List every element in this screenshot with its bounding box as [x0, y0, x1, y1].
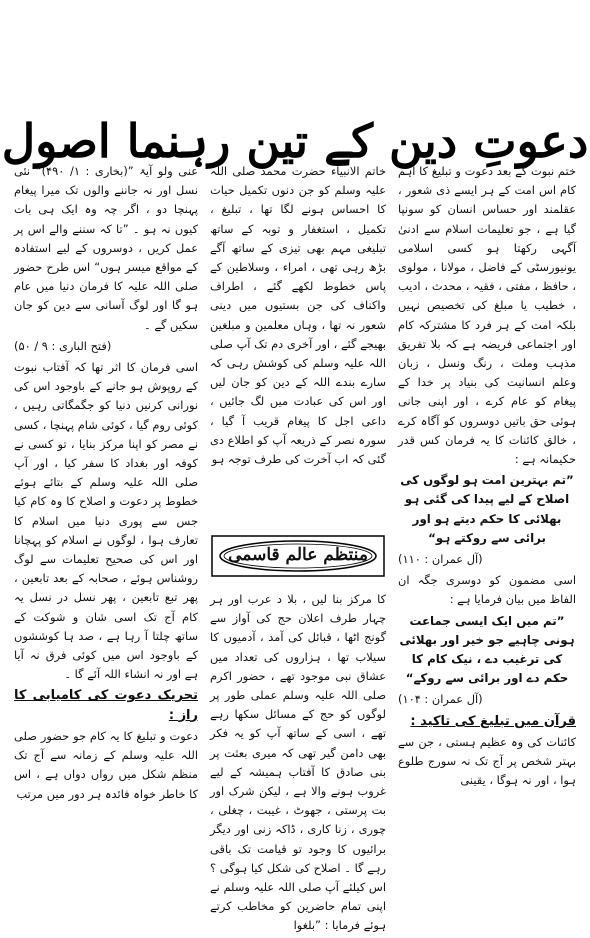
column-right: [398, 162, 576, 800]
paragraph: عنی ولو آیۃ ”(بخاری : ۱/ ۴۹۰)“ نئی نسل اور نہ جاننے والوں تک میرا پیغام پہنچا دو ، اگر چہ وہ ایک ہی بات کیوں نہ ہو ۔ ”تا کہ سننے والے اس پر عمل کریں ، دوسروں کے لیے استفادہ کے مواقع میسر ہوں“ اس طرح حضور صلی اللہ علیہ کا فرمان دنیا میں عام ہو گا اور لوگ آسانی سے دین کو جان سکیں گے ۔: [14, 164, 198, 332]
paragraph: دعوت و تبلیغ کا یہ کام جو حضور صلی اللہ علیہ وسلم کے زمانہ سے آج تک منظم شکل میں رواں دواں ہے ، اس کا خاطر خواہ فائدہ ہر دور میں مرتب: [14, 728, 198, 801]
verse-citation: (آل عمران : ۱۰۴): [398, 692, 483, 707]
quran-verse: ”تم بہترین امت ہو لوگوں کی اصلاح کے لیے پیدا کی گئی ہو بھلائی کا حکم دیتے ہو اور برائی سے روکتے ہو“: [400, 473, 574, 545]
byline-box: [210, 534, 386, 578]
paragraph: کائنات کی وہ عظیم ہستی ، جن سے بہتر شخص پر آج تک نہ سورج طلوع ہوا ، اور نہ ہوگا ، یقینی: [398, 734, 576, 788]
section-heading: تحریک دعوت کی کامیابی کا راز :: [14, 688, 198, 723]
paragraph: ختم نبوت کے بعد دعوت و تبلیغ کا اہم کام اس امت کے ہر ایسے ذی شعور ، عقلمند اور حساس انسان کو سونپا گیا ہے ، جو تعلیمات اسلام سے ادنیٰ آگہی رکھتا ہو کسی اسلامی یونیورسٹی کے فاضل ، مولانا ، مولوی ، حافظ ، مفتی ، فقیہ ، محدث ، ادیب ، خطیب یا مبلغ کی تخصیص نہیں بلکہ امت کے ہر فرد کا مشترکہ کام اور اجتماعی فریضہ ہے کہ بلا تفریق مذہب وملت ، رنگ ونسل ، زبان وعلم انسانیت کی بنیاد پر خدا کے پیغام کو عام کرے ، اور اپنی جانی ہوئی حق باتیں دوسروں کو آگاہ کرے ، خالق کائنات کا یہ فرمان کس قدر حکیمانہ ہے :: [398, 164, 576, 467]
paragraph: خاتم الانبیاء حضرت محمد صلی اللہ علیہ وسلم کو جن دنوں تکمیل حیات کا احساس ہونے لگا تھا ، تبلیغ ، تکمیل ، استغفار و توبہ کے ساتھ تبلیغی مہم بھی تیزی کے ساتھ آگے بڑھ رہی تھی ، امراء ، وسلاطین کے پاس خطوط لکھے گئے ، اطراف واکناف کی جن بستیوں میں دینی شعور نہ تھا ، وہاں معلمین و مبلغین بھیجے گئے ، اور آخری دم تک آپ صلی اللہ علیہ وسلم کی کوشش رہی کہ سارے بندے اللہ کے دین کو جان لیں اور اس کی عبادت میں لگ جائیں ، داعی اجل کا پیغام قریب آ گیا ، سورہ نصر کے ذریعہ آپ کو اطلاع دی گئی کہ اب آخرت کی طرف توجہ ہو: [210, 164, 386, 467]
article-title: دعوتِ دین کے تین رہنما اصول: [1, 113, 589, 168]
column-middle: [210, 162, 386, 933]
column-middle-continued: [210, 590, 386, 938]
column-left: [14, 162, 198, 800]
section-heading: قرآن میں تبلیغ کی تاکید :: [410, 713, 576, 729]
verse-citation: (آل عمران : ۱۱۰): [398, 552, 483, 567]
paragraph: اسی مضمون کو دوسری جگہ ان الفاظ میں بیان فرمایا ہے :: [398, 573, 576, 607]
author-name: منتظم عالم قاسمی: [228, 545, 368, 566]
reference-citation: (فتح الباری : ۹ / ۵۰): [14, 338, 112, 353]
paragraph: اسی فرمان کا اثر تھا کہ آفتاب نبوت کے روپوش ہو جانے کے باوجود اس کی نورانی کرنیں دنیا کو جگمگاتی رہیں ، کوئی روم گیا ، کوئی شام پہنچا ، کسی نے مصر کو اپنا مرکز بنایا ، تو کسی نے کوفہ اور بغداد کا سفر کیا ، اور آپ صلی اللہ علیہ وسلم کے بتائے ہوئے خطوط پر دعوت و اصلاح کا وہ کام کیا جس سے پوری دنیا میں اسلام کا تعارف ہوا ، لوگوں نے اسلام کو پہچانا اور اس کی صحیح تعلیمات سے لوگ روشناس ہوئے ، صحابہ کے بعد تابعین ، پھر تبع تابعین ، پھر نسل در نسل یہ کام آج تک اسی شان و شوکت کے ساتھ چلتا آ رہا ہے ، صد ہا کوششوں کے باوجود اس میں کوئی فرق نہ آیا ہے اور نہ انشاء اللہ آئے گا ۔: [14, 360, 198, 682]
quran-verse: ”تم میں ایک ایسی جماعت ہونی چاہیے جو خیر اور بھلائی کی ترغیب دے ، نیک کام کا حکم دے اور برائی سے روکے“: [399, 613, 575, 686]
paragraph: کا مرکز بنا لیں ، بلا د عرب اور ہر چہار طرف اعلان حج کی آواز سے گونج اٹھا ، قبائل کی آمد ، آدمیوں کا سیلاب تھا ، ہزاروں کی تعداد میں عشاق نبی موجود تھے ، حضور اکرم صلی اللہ علیہ وسلم عملی طور پر لوگوں کو حج کے مسائل سکھا رہے تھے ، اسی کے ساتھ آپ کو یہ فکر بھی دامن گیر تھی کہ میری بعثت پر بنی صادق کا آفتاب ہمیشہ کے لیے غروب ہونے والا ہے ، لیکن شرک اور بت پرستی ، جھوٹ ، غیبت ، چغلی ، چوری ، زنا کاری ، ڈاکہ زنی اور دیگر برائیوں کا وجود تو قیامت تک باقی رہے گا ۔ اصلاح کی شکل کیا ہوگی ؟ اس کیلئے آپ صلی اللہ علیہ وسلم نے اپنی تمام حاضرین کو مخاطب کرتے ہوئے فرمایا : ”بلغوا: [210, 592, 386, 933]
